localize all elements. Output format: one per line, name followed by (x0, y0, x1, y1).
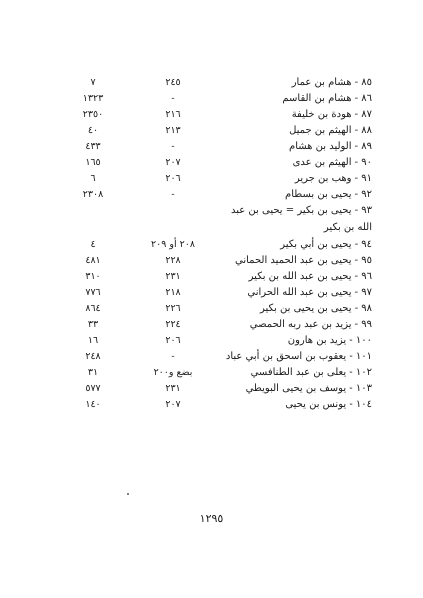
entry-name: ٩٠ - الهيثم بن عدى (292, 157, 372, 168)
entry-year: ٢٠٧ (165, 399, 181, 410)
entry-row (70, 90, 372, 106)
entry-year: ٢١٨ (165, 287, 181, 298)
entry-year: ٢٣١ (165, 271, 181, 282)
entry-year: - (171, 93, 175, 104)
ink-dot (127, 493, 129, 495)
entry-name: ٩٢ - يحيى بن بسطام (285, 189, 372, 200)
entry-year: ٢٠٦ (165, 335, 181, 346)
entry-name: ٩٥ - يحيى بن عبد الحميد الحماني (235, 255, 372, 266)
entry-year: ٢٢٤ (165, 319, 181, 330)
entry-year: بضع و٢٠٠ (153, 367, 193, 378)
entry-row (70, 348, 372, 364)
entry-row (70, 138, 372, 154)
entry-ref-number: ٢٣٠٨ (82, 189, 104, 200)
entry-ref-number: ٣٣ (87, 319, 99, 330)
entry-name: ١٠٢ - يعلى بن عبد الطنافسي (250, 367, 372, 378)
entry-ref-number: ٣١ (87, 367, 99, 378)
entry-row (70, 236, 372, 252)
entry-name: ٨٦ - هشام بن القاسم (282, 93, 372, 104)
entry-ref-number: ٣١٠ (85, 271, 101, 282)
entry-row (70, 170, 372, 186)
entry-name: ٩٤ - يحيى بن أبي بكير (280, 239, 372, 250)
entry-name: ١٠١ - يعقوب بن اسحق بن أبي عباد (225, 351, 372, 362)
entry-ref-number: ٤٨١ (85, 255, 101, 266)
entry-name: ١٠٣ - يوسف بن يحيى البويطي (245, 383, 372, 394)
entry-row (70, 74, 372, 90)
entry-year: ٢٣١ (165, 383, 181, 394)
entry-year: ٢٠٨ أو ٢٠٩ (151, 239, 195, 250)
entry-year: ٢٠٦ (165, 173, 181, 184)
entry-ref-number: ١٦ (87, 335, 99, 346)
entry-name: ٨٩ - الوليد بن هشام (289, 141, 372, 152)
entry-row (70, 284, 372, 300)
entry-ref-number: ١٤٠ (85, 399, 101, 410)
entry-year: - (171, 141, 175, 152)
entry-row (70, 332, 372, 348)
entry-row (70, 106, 372, 122)
entry-year: ٢١٣ (165, 125, 181, 136)
entry-name: ١٠٠ - يزيد بن هارون (287, 335, 372, 346)
entry-year: ٢٤٥ (165, 77, 181, 88)
entry-row (70, 396, 372, 412)
entry-row (70, 186, 372, 202)
entry-ref-number: ٢٣٥٠ (82, 109, 104, 120)
entry-row (70, 252, 372, 268)
entry-ref-number: ٥٧٧ (85, 383, 101, 394)
entry-year: ٢٢٦ (165, 303, 181, 314)
entry-year: ٢٢٨ (165, 255, 181, 266)
entry-ref-number: ٤٣٣ (85, 141, 101, 152)
entry-row (70, 316, 372, 332)
entry-row (70, 154, 372, 170)
entry-name: ٩٧ - يحيى بن عبد الله الحراني (247, 287, 372, 298)
entry-name: ٩٦ - يحيى بن عبد الله بن بكير (248, 271, 372, 282)
entry-ref-number: ٤ (90, 239, 96, 250)
entry-year: - (171, 189, 175, 200)
entry-name: ٩٩ - يزيد بن عبد ربه الحمصي (249, 319, 372, 330)
entry-row (70, 300, 372, 316)
entry-ref-number: ٢٤٨ (85, 351, 101, 362)
entry-year: - (171, 351, 175, 362)
entry-row (70, 380, 372, 396)
entry-ref-number: ٧٧٦ (85, 287, 101, 298)
page-number: ١٢٩٥ (199, 512, 224, 525)
entry-name: ٨٥ - هشام بن عمار (291, 77, 372, 88)
entry-row (70, 268, 372, 284)
entry-ref-number: ١٣٢٣ (82, 93, 104, 104)
entry-name: ٨٧ - هودة بن خليفة (291, 109, 372, 120)
entry-name: ٨٨ - الهيثم بن جميل (289, 125, 372, 136)
entry-ref-number: ٨٦٤ (85, 303, 101, 314)
entry-row (70, 122, 372, 138)
entry-row (70, 364, 372, 380)
entry-year: ٢٠٧ (165, 157, 181, 168)
entry-name: ٩٨ - يحيى بن يحيى بن بكير (259, 303, 372, 314)
entry-name: ١٠٤ - يونس بن يحيى (285, 399, 372, 410)
entry-year: ٢١٦ (165, 109, 181, 120)
entry-name: ٩١ - وهب بن جرير (294, 173, 372, 184)
entries-list (70, 74, 372, 412)
entry-ref-number: ٤٠ (87, 125, 99, 136)
entry-ref-number: ٦ (90, 173, 96, 184)
entry-ref-number: ١٦٥ (85, 157, 101, 168)
entry-ref-number: ٧ (90, 77, 96, 88)
entry-row (70, 202, 372, 236)
entry-name: ٩٣ - يحيى بن بكير = يحيى بن عبد الله بن بكير (231, 205, 372, 233)
